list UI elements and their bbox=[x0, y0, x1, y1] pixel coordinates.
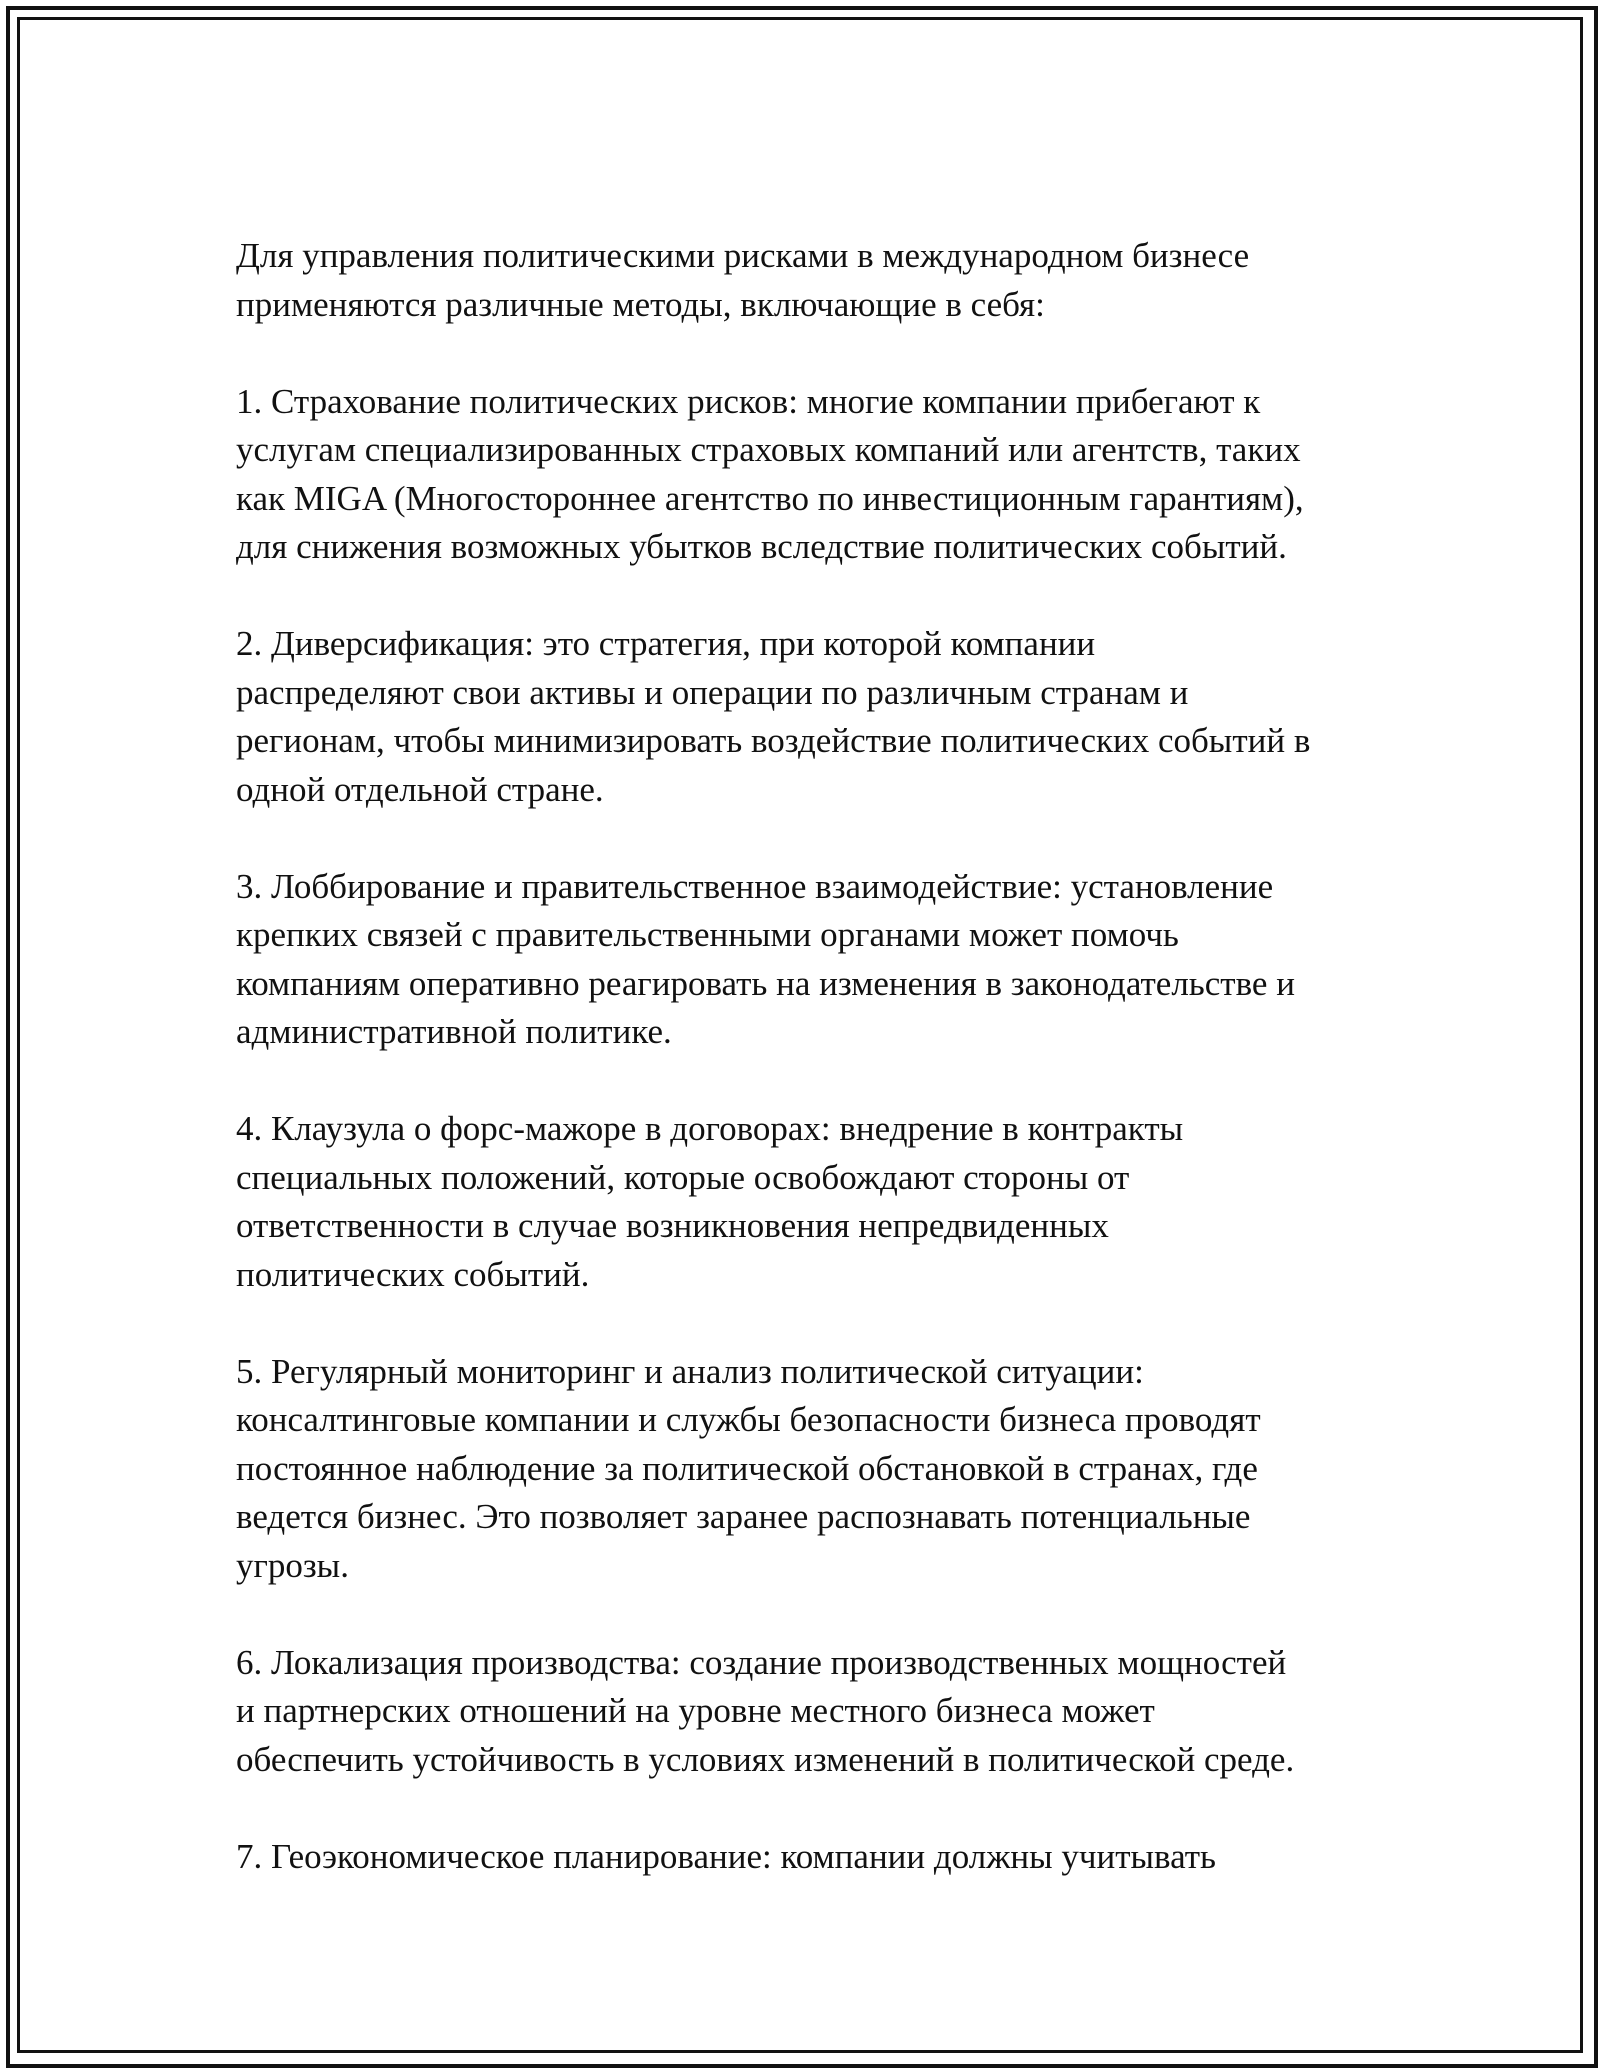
text-line: применяются различные методы, включающие в себя: bbox=[236, 284, 1045, 324]
text-line: и партнерских отношений на уровне местного бизнеса может bbox=[236, 1691, 1155, 1730]
text-line: регионам, чтобы минимизировать воздействие политических событий в bbox=[236, 721, 1311, 760]
text-line: 2. Диверсификация: это стратегия, при которой компании bbox=[236, 624, 1096, 663]
text-line: одной отдельной стране. bbox=[236, 769, 604, 809]
list-item-7 bbox=[236, 1833, 1386, 1882]
text-line: ответственности в случае возникновения непредвиденных bbox=[236, 1206, 1109, 1245]
text-line: 1. Страхование политических рисков: многие компании прибегают к bbox=[236, 381, 1261, 421]
text-line: постоянное наблюдение за политической обстановкой в странах, где bbox=[236, 1448, 1258, 1488]
text-line: 3. Лоббирование и правительственное взаимодействие: установление bbox=[236, 866, 1274, 906]
text-line: угрозы. bbox=[236, 1545, 349, 1585]
text-line: специальных положений, которые освобождают стороны от bbox=[236, 1157, 1130, 1197]
list-item-5 bbox=[236, 1348, 1386, 1591]
text-line: для снижения возможных убытков вследствие политических событий. bbox=[236, 527, 1287, 566]
text-line: 6. Локализация производства: создание производственных мощностей bbox=[236, 1642, 1287, 1682]
text-line: Для управления политическими рисками в международном бизнесе bbox=[236, 236, 1250, 275]
list-item-1 bbox=[236, 378, 1386, 572]
intro-paragraph bbox=[236, 232, 1386, 329]
text-line: 7. Геоэкономическое планирование: компании должны учитывать bbox=[236, 1836, 1216, 1876]
text-line: 5. Регулярный мониторинг и анализ политической ситуации: bbox=[236, 1351, 1144, 1391]
text-line: услугам специализированных страховых компаний или агентств, таких bbox=[236, 430, 1301, 469]
text-line: обеспечить устойчивость в условиях изменений в политической среде. bbox=[236, 1739, 1295, 1779]
text-line: политических событий. bbox=[236, 1254, 590, 1294]
text-line: компаниям оперативно реагировать на изменения в законодательстве и bbox=[236, 963, 1295, 1003]
list-item-4 bbox=[236, 1105, 1386, 1299]
text-line: как MIGA (Многостороннее агентство по инвестиционным гарантиям), bbox=[236, 478, 1304, 518]
list-item-6 bbox=[236, 1639, 1386, 1785]
text-line: административной политике. bbox=[236, 1012, 672, 1051]
text-line: распределяют свои активы и операции по различным странам и bbox=[236, 672, 1189, 712]
text-line: консалтинговые компании и службы безопасности бизнеса проводят bbox=[236, 1400, 1261, 1439]
list-item-2 bbox=[236, 620, 1386, 814]
text-line: крепких связей с правительственными органами может помочь bbox=[236, 915, 1179, 954]
text-line: ведется бизнес. Это позволяет заранее распознавать потенциальные bbox=[236, 1497, 1251, 1536]
document-body bbox=[236, 232, 1386, 1930]
text-line: 4. Клаузула о форс-мажоре в договорах: внедрение в контракты bbox=[236, 1109, 1184, 1148]
list-item-3 bbox=[236, 863, 1386, 1057]
